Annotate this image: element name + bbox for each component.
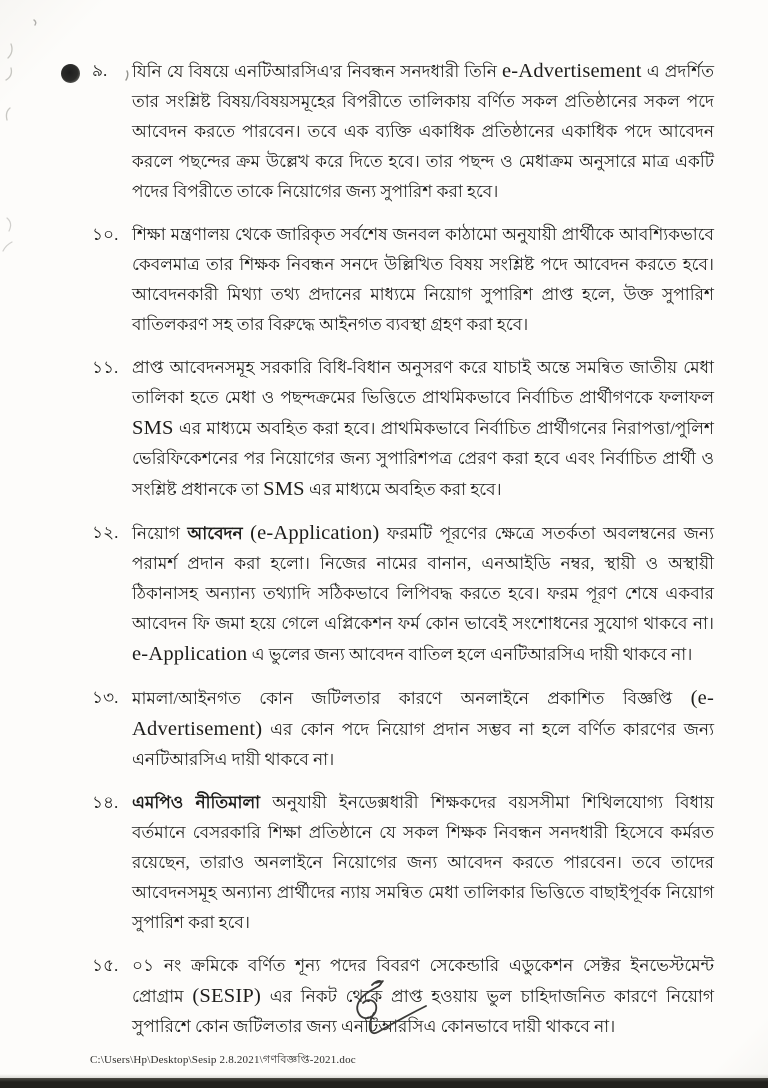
item-text <box>132 353 714 505</box>
item-text <box>132 788 714 938</box>
text-segment: e-Advertisement <box>501 60 642 82</box>
list-item <box>92 56 714 207</box>
item-text <box>132 220 714 340</box>
text-segment: আবেদন <box>187 524 243 543</box>
text-segment: e-Application <box>132 643 248 665</box>
text-segment: (SESIP) <box>192 985 261 1007</box>
text-segment: এর কোন পদে নিয়োগ প্রদান সম্ভব না হলে বর্ণিত কারণের জন্য এনটিআরসিএ দায়ী থাকবে না। <box>132 720 714 769</box>
text-segment: (e-Advertisement) <box>132 687 714 740</box>
item-number: ১০. <box>92 225 119 244</box>
item-text <box>132 518 714 670</box>
text-segment: এ প্রদর্শিত তার সংশ্লিষ্ট বিষয়/বিষয়সমূহের বিপরীতে তালিকায় বর্ণিত সকল প্রতিষ্ঠানের সকল পদে আবেদন করতে পারবেন। তবে এক ব্যক্তি একাধিক প্রতিষ্ঠানের একাধিক পদে আবেদন করলে পছন্দের ক্রম উল্লেখ করে দিতে হবে। তার পছন্দ ও মেধাক্রম অনুসারে মাত্র একটি পদের বিপরীতে তাকে নিয়োগের জন্য সুপারিশ করা হবে। <box>132 62 714 201</box>
text-segment: মামলা/আইনগত কোন জটিলতার কারণে অনলাইনে প্রকাশিত বিজ্ঞপ্তি <box>132 689 691 708</box>
text-segment: (e-Application) <box>250 522 380 544</box>
text-segment: SMS <box>263 478 305 500</box>
item-number: ১২. <box>92 523 119 542</box>
text-segment: এর নিকট থেকে প্রাপ্ত হওয়ায় ভুল চাহিদাজনিত কারণে নিয়োগ সুপারিশে কোন জটিলতার জন্য এনটিআরসিএ কোনভাবে দায়ী থাকবে না। <box>132 987 715 1036</box>
item-text <box>132 683 714 775</box>
list-item <box>92 788 714 938</box>
text-segment: SMS <box>132 417 174 439</box>
file-path: C:\Users\Hp\Desktop\Sesip 2.8.2021\গণবিজ্ঞপ্তি-2021.doc <box>90 1054 356 1066</box>
text-segment: যিনি যে বিষয়ে এনটিআরসিএ'র নিবন্ধন সনদধারী তিনি <box>132 62 502 81</box>
text-segment: শিক্ষা মন্ত্রণালয় থেকে জারিকৃত সর্বশেষ জনবল কাঠামো অনুযায়ী প্রার্থীকে আবশ্যিকভাবে কেবলমাত্র তার শিক্ষক নিবন্ধন সনদে উল্লিখিত বিষয় সংশ্লিষ্ট পদে আবেদন করতে হবে। আবেদনকারী মিথ্যা তথ্য প্রদানের মাধ্যমে নিয়োগ সুপারিশ প্রাপ্ত হলে, উক্ত সুপারিশ বাতিলকরণ সহ তার বিরুদ্ধে আইনগত ব্যবস্থা গ্রহণ করা হবে। <box>132 225 714 334</box>
list-item <box>92 353 714 505</box>
text-segment: এ ভুলের জন্য আবেদন বাতিল হলে এনটিআরসিএ দায়ী থাকবে না। <box>247 645 693 664</box>
handwritten-page-number <box>328 975 448 1053</box>
text-segment: এর মাধ্যমে অবহিত করা হবে। <box>304 480 502 499</box>
list-item <box>92 518 714 670</box>
list-item <box>92 683 714 775</box>
item-number: ১৩. <box>92 688 119 707</box>
text-segment: ফরমটি পূরণের ক্ষেত্রে সতর্কতা অবলম্বনের জন্য পরামর্শ প্রদান করা হলো। নিজের নামের বানান, এনআইডি নম্বর, স্থায়ী ও অস্থায়ী ঠিকানাসহ অন্যান্য তথ্যাদি সঠিকভাবে লিপিবদ্ধ করতে হবে। ফরম পূরণ শেষে একবার আবেদন ফি জমা হয়ে গেলে এপ্লিকেশন ফর্ম কোন ভাবেই সংশোধনের সুযোগ থাকবে না। <box>132 524 714 633</box>
item-number: ১৫. <box>92 956 119 975</box>
text-segment: এর মাধ্যমে অবহিত করা হবে। প্রাথমিকভাবে নির্বাচিত প্রার্থীগনের নিরাপত্তা/পুলিশ ভেরিফিকেশনের পর নিয়োগের জন্য সুপারিশপত্র প্রেরণ করা হবে এবং নির্বাচিত প্রার্থী ও সংশ্লিষ্ট প্রধানকে তা <box>132 419 714 499</box>
item-number: ১১. <box>92 358 119 377</box>
item-number: ৯. <box>92 61 108 80</box>
item-number: ১৪. <box>92 793 119 812</box>
text-segment: ০১ নং ক্রমিকে বর্ণিত শূন্য পদের বিবরণ সেকেন্ডারি এডুকেশন সেক্টর ইনভেস্টমেন্ট প্রোগ্রাম <box>132 956 714 1006</box>
item-text <box>132 56 714 207</box>
text-segment <box>243 524 250 543</box>
clause-list <box>92 56 714 1055</box>
scan-edge <box>0 1078 768 1088</box>
text-segment: প্রাপ্ত আবেদনসমূহ সরকারি বিধি-বিধান অনুসরণ করে যাচাই অন্তে সমন্বিত জাতীয় মেধা তালিকা হতে মেধা ও পছন্দক্রমের ভিত্তিতে প্রাথমিকভাবে নির্বাচিত প্রার্থীগণকে ফলাফল <box>132 358 714 407</box>
list-item <box>92 220 714 340</box>
text-segment: অনুযায়ী ইনডেক্সধারী শিক্ষকদের বয়সসীমা শিথিলযোগ্য বিধায় বর্তমানে বেসরকারি শিক্ষা প্রতিষ্ঠানে যে সকল শিক্ষক নিবন্ধন সনদধারী হিসেবে কর্মরত রয়েছেন, তারাও অনলাইনে নিয়োগের জন্য আবেদন করতে পারবেন। তবে তাদের আবেদনসমূহ অন্যান্য প্রার্থীদের ন্যায় সমন্বিত মেধা তালিকার ভিত্তিতে বাছাইপূর্বক নিয়োগ সুপারিশ করা হবে। <box>132 793 714 932</box>
text-segment: নিয়োগ <box>132 524 188 543</box>
text-segment: এমপিও নীতিমালা <box>132 793 261 812</box>
